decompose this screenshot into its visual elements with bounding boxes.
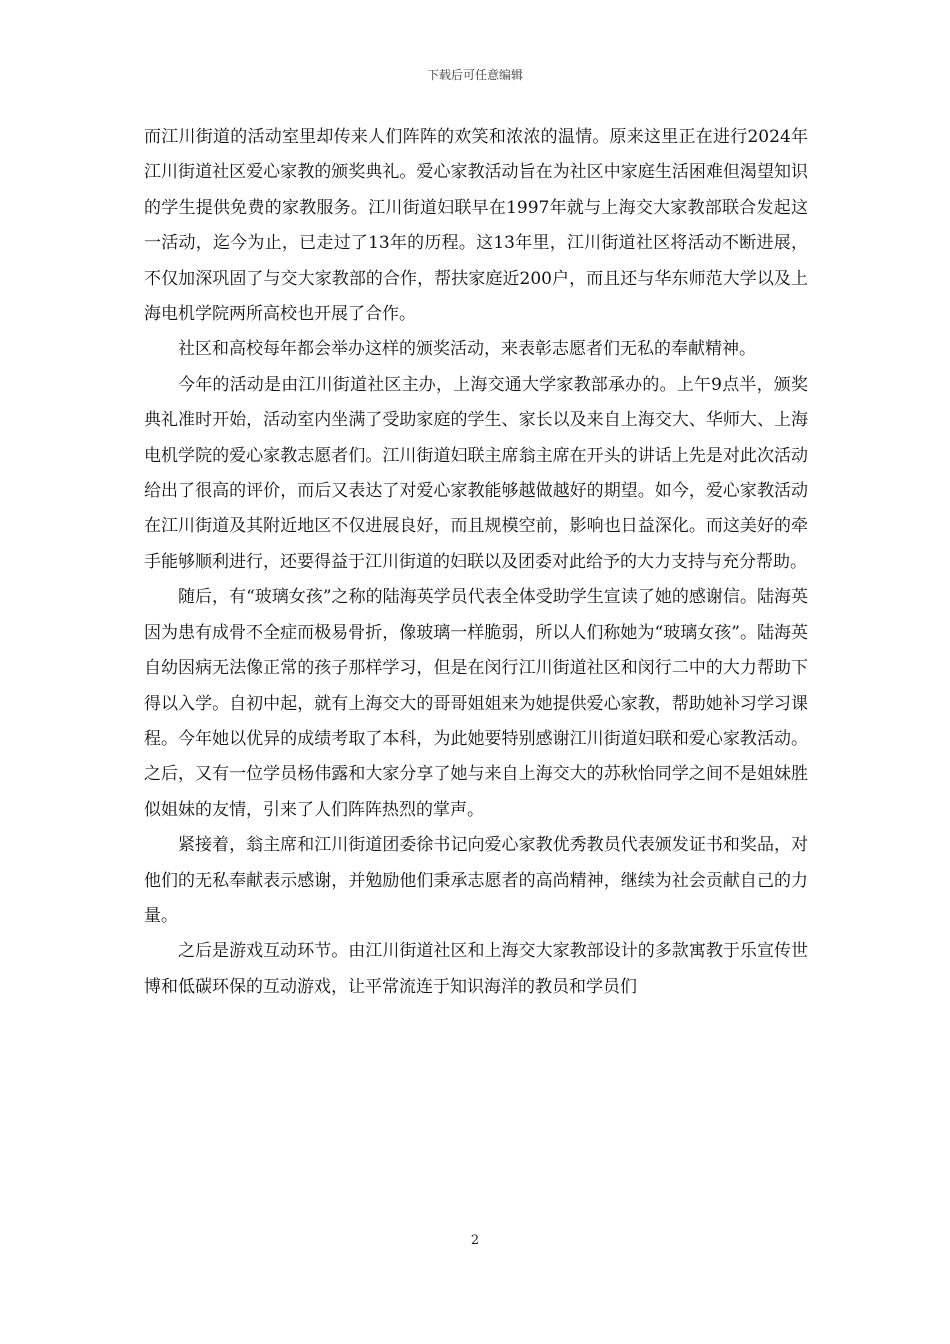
paragraph-4: 随后，有“玻璃女孩”之称的陆海英学员代表全体受助学生宣读了她的感谢信。陆海英因为患有成骨不全症而极易骨折，像玻璃一样脆弱，所以人们称她为“玻璃女孩”。陆海英自幼因病无法像正常的孩子那样学习，但是在闵行江川街道社区和闵行二中的大力帮助下得以入学。自初中起，就有上海交大的哥哥姐姐来为她提供爱心家教，帮助她补习学习课程。今年她以优异的成绩考取了本科，为此她要特别感谢江川街道妇联和爱心家教活动。之后，又有一位学员杨伟露和大家分享了她与来自上海交大的苏秋怡同学之间不是姐妹胜似姐妹的友情，引来了人们阵阵热烈的掌声。: [144, 587, 808, 820]
page-header: 下载后可任意编辑: [426, 68, 523, 82]
body-text: [144, 120, 808, 1005]
page-number: 2: [470, 1233, 480, 1248]
paragraph-6: 之后是游戏互动环节。由江川街道社区和上海交大家教部设计的多款寓教于乐宣传世博和低碳环保的互动游戏，让平常流连于知识海洋的教员和学员们: [144, 941, 808, 997]
paragraph-5: 紧接着，翁主席和江川街道团委徐书记向爱心家教优秀教员代表颁发证书和奖品，对他们的无私奉献表示感谢，并勉励他们秉承志愿者的高尚精神，继续为社会贡献自己的力量。: [144, 835, 808, 926]
paragraph-3: 今年的活动是由江川街道社区主办，上海交通大学家教部承办的。上午9点半，颁奖典礼准时开始，活动室内坐满了受助家庭的学生、家长以及来自上海交大、华师大、上海电机学院的爱心家教志愿者们。江川街道妇联主席翁主席在开头的讲话上先是对此次活动给出了很高的评价，而后又表达了对爱心家教能够越做越好的期望。如今，爱心家教活动在江川街道及其附近地区不仅进展良好，而且规模空前，影响也日益深化。而这美好的牵手能够顺利进行，还要得益于江川街道的妇联以及团委对此给予的大力支持与充分帮助。: [144, 374, 808, 572]
paragraph-2: 社区和高校每年都会举办这样的颁奖活动，来表彰志愿者们无私的奉献精神。: [178, 339, 756, 360]
paragraph-1: 而江川街道的活动室里却传来人们阵阵的欢笑和浓浓的温情。原来这里正在进行2024年江川街道社区爱心家教的颁奖典礼。爱心家教活动旨在为社区中家庭生活困难但渴望知识的学生提供免费的家教服务。江川街道妇联早在1997年就与上海交大家教部联合发起这一活动，迄今为止，已走过了13年的历程。这13年里，江川街道社区将活动不断进展，不仅加深巩固了与交大家教部的合作，帮扶家庭近200户，而且还与华东师范大学以及上海电机学院两所高校也开展了合作。: [144, 127, 808, 325]
